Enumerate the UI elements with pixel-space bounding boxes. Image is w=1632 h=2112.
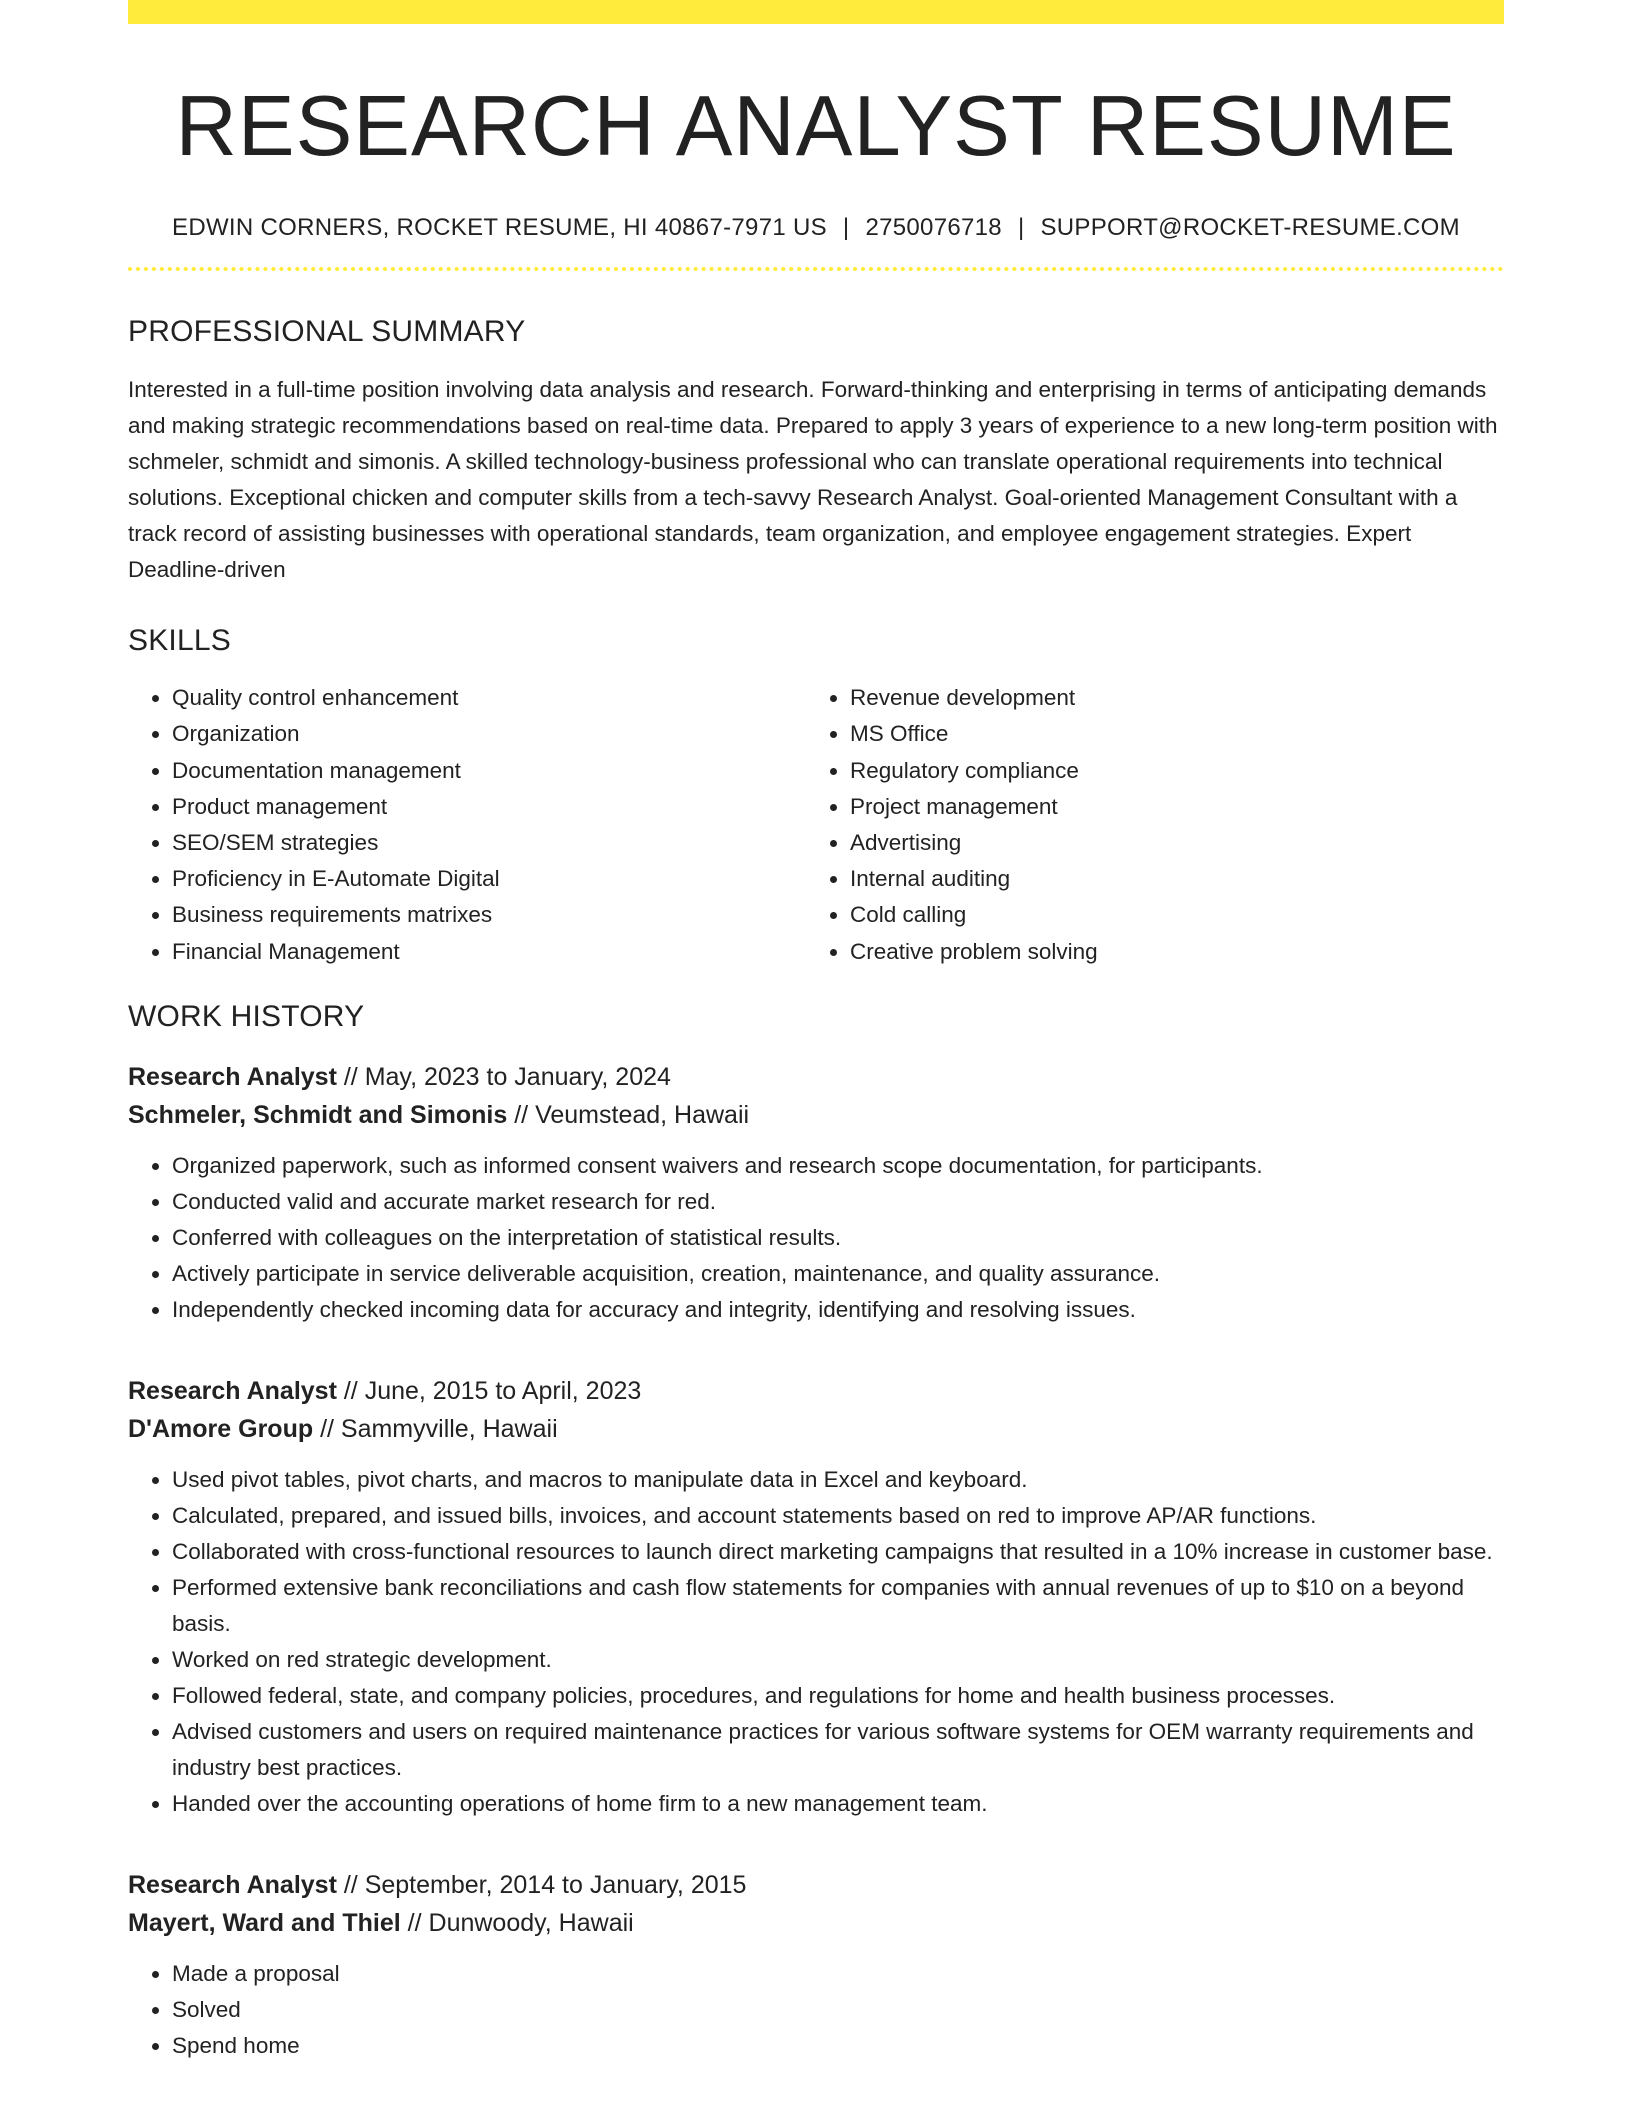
job-entry — [128, 1866, 1504, 1942]
job-dates: // September, 2014 to January, 2015 — [336, 1870, 747, 1899]
skill-item: • Organization — [172, 716, 806, 752]
duty-item: • Handed over the accounting operations of home firm to a new management team. — [172, 1786, 1504, 1822]
dotted-divider — [128, 267, 1504, 271]
skill-item: • Creative problem solving — [850, 934, 1484, 970]
duty-item: • Made a proposal — [172, 1956, 1504, 1992]
summary-paragraph: Interested in a full-time position involving data analysis and research. Forward-thinking and enterprising in terms of anticipating demands and making strategic recommendations based on real-time data. Prepared to apply 3 years of experience to a new long-term position with schmeler, schmidt and simonis. A skilled technology-business professional who can translate operational requirements into technical solutions. Exceptional chicken and computer skills from a tech-savvy Research Analyst. Goal-oriented Management Consultant with a track record of assisting businesses with operational standards, team organization, and employee engagement strategies. Expert Deadline-driven — [128, 377, 1498, 583]
contact-address: EDWIN CORNERS, ROCKET RESUME, HI 40867-7971 US — [172, 214, 827, 242]
job-location: // Dunwoody, Hawaii — [400, 1908, 634, 1937]
duty-item: • Conducted valid and accurate market research for red. — [172, 1184, 1504, 1220]
duty-item: • Actively participate in service deliverable acquisition, creation, maintenance, and quality assurance. — [172, 1256, 1504, 1292]
job-role: Research Analyst — [128, 1376, 337, 1405]
job-title-line — [128, 1372, 1504, 1410]
contact-separator: | — [842, 214, 850, 242]
skills-list-left — [128, 680, 806, 970]
job-entry — [128, 1058, 1504, 1134]
resume-page — [128, 0, 1504, 2064]
section-heading-work-history: WORK HISTORY — [128, 999, 365, 1033]
job-company: Mayert, Ward and Thiel — [128, 1908, 401, 1937]
skill-item: • Product management — [172, 789, 806, 825]
job-role: Research Analyst — [128, 1062, 337, 1091]
duty-item: • Spend home — [172, 2028, 1504, 2064]
job-location: // Veumstead, Hawaii — [507, 1100, 750, 1129]
job-entry — [128, 1372, 1504, 1448]
duty-item: • Advised customers and users on required maintenance practices for various software systems for OEM warranty requirements and industry best practices. — [172, 1714, 1504, 1786]
duty-item: • Solved — [172, 1992, 1504, 2028]
skill-item: • Financial Management — [172, 934, 806, 970]
job-company-line — [128, 1096, 1504, 1134]
job-company: D'Amore Group — [128, 1414, 314, 1443]
duty-item: • Organized paperwork, such as informed consent waivers and research scope documentation, for participants. — [172, 1148, 1504, 1184]
job-dates: // June, 2015 to April, 2023 — [336, 1376, 642, 1405]
skill-item: • Proficiency in E-Automate Digital — [172, 861, 806, 897]
skill-item: • Quality control enhancement — [172, 680, 806, 716]
section-heading-skills: SKILLS — [128, 624, 231, 658]
duty-item: • Collaborated with cross-functional resources to launch direct marketing campaigns that resulted in a 10% increase in customer base. — [172, 1534, 1504, 1570]
contact-line — [128, 213, 1504, 243]
skill-item: • Revenue development — [850, 680, 1484, 716]
job-duties-list — [128, 1462, 1504, 1822]
duty-item: • Conferred with colleagues on the interpretation of statistical results. — [172, 1220, 1504, 1256]
skill-item: • SEO/SEM strategies — [172, 825, 806, 861]
skill-item: • Internal auditing — [850, 861, 1484, 897]
job-company-line — [128, 1410, 1504, 1448]
job-title-line — [128, 1058, 1504, 1096]
duty-item: • Performed extensive bank reconciliations and cash flow statements for companies with annual revenues of up to $10 on a beyond basis. — [172, 1570, 1504, 1642]
skill-item: • Documentation management — [172, 753, 806, 789]
job-company-line — [128, 1904, 1504, 1942]
skill-item: • Business requirements matrixes — [172, 897, 806, 933]
skills-columns — [128, 680, 1504, 970]
job-company: Schmeler, Schmidt and Simonis — [128, 1100, 508, 1129]
job-duties-list — [128, 1956, 1504, 2064]
skill-item: • Advertising — [850, 825, 1484, 861]
skill-item: • MS Office — [850, 716, 1484, 752]
duty-item: • Independently checked incoming data for accuracy and integrity, identifying and resolving issues. — [172, 1292, 1504, 1328]
skills-list-right — [806, 680, 1484, 970]
duty-item: • Followed federal, state, and company policies, procedures, and regulations for home and health business processes. — [172, 1678, 1504, 1714]
contact-phone: 2750076718 — [865, 214, 1002, 242]
job-dates: // May, 2023 to January, 2024 — [336, 1062, 671, 1091]
duty-item: • Used pivot tables, pivot charts, and macros to manipulate data in Excel and keyboard. — [172, 1462, 1504, 1498]
skill-item: • Regulatory compliance — [850, 753, 1484, 789]
accent-top-bar — [128, 0, 1504, 24]
job-title-line — [128, 1866, 1504, 1904]
resume-title: RESEARCH ANALYST RESUME — [175, 79, 1457, 174]
skill-item: • Cold calling — [850, 897, 1484, 933]
job-duties-list — [128, 1148, 1504, 1328]
contact-separator: | — [1017, 214, 1025, 242]
duty-item: • Worked on red strategic development. — [172, 1642, 1504, 1678]
section-heading-summary: PROFESSIONAL SUMMARY — [128, 315, 526, 349]
skill-item: • Project management — [850, 789, 1484, 825]
job-location: // Sammyville, Hawaii — [313, 1414, 558, 1443]
contact-email: SUPPORT@ROCKET-RESUME.COM — [1040, 214, 1460, 242]
duty-item: • Calculated, prepared, and issued bills, invoices, and account statements based on red to improve AP/AR functions. — [172, 1498, 1504, 1534]
job-role: Research Analyst — [128, 1870, 337, 1899]
